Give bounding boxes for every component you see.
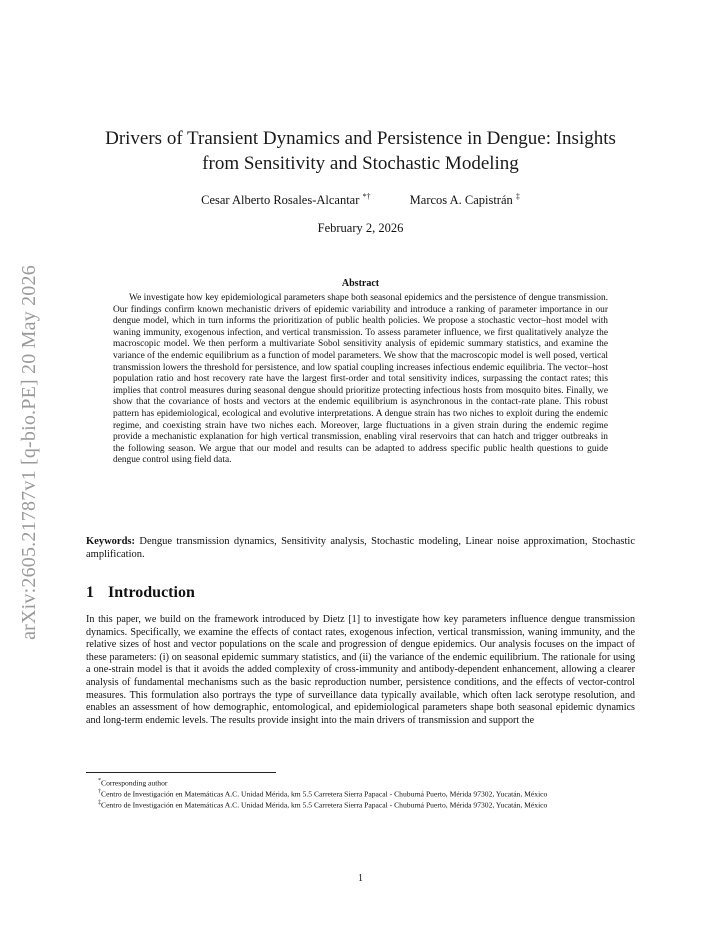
author-footnote-marks: *† (362, 192, 371, 201)
author-list (86, 192, 635, 208)
footnotes (86, 777, 635, 810)
footnote-text: Centro de Investigación en Matemáticas A.C. Unidad Mérida, km 5.5 Carretera Sierra Papacal - Chuburná Puerto, Mérida 97302, Yucatán, México (101, 789, 548, 799)
keywords-label: Keywords: (86, 536, 135, 547)
footnote-divider (86, 772, 276, 773)
keywords-text: Dengue transmission dynamics, Sensitivity analysis, Stochastic modeling, Linear noise approximation, Stochastic amplification. (86, 536, 636, 560)
author-footnote-marks: ‡ (515, 192, 520, 201)
abstract-text: We investigate how key epidemiological parameters shape both seasonal epidemics and the persistence of dengue transmission. Our findings confirm known mechanistic drivers of epidemic variability and introduce a ranking of parameter importance in our dengue model, which in turn informs the prioritization of public health policies. We propose a stochastic vector–host model with waning immunity, exogenous infection, and vertical transmission. To assess parameter influence, we first qualitatively analyze the macroscopic model. We then perform a multivariate Sobol sensitivity analysis of epidemic summary statistics, and examine the variance of the endemic equilibrium as a function of model parameters. We show that the macroscopic model is well posed, vertical transmission lowers the threshold for persistence, and low spatial coupling increases infectious endemic equilibria. The vector–host population ratio and host recovery rate have the largest first-order and total sensitivity indices, surpassing the contact rates; this implies that control measures during seasonal dengue should prioritize protecting infectious hosts from mosquito bites. Finally, we show that the covariance of hosts and vectors at the endemic equilibrium is asynchronous in the contact-rate plane. This robust pattern has epidemiological, ecological and evolutive interpretations. A dengue strain has two niches to exploit during the endemic regime, and coexisting strain have two niches each. Moreover, large fluctuations in a given strain during the endemic regime provide a mechanistic explanation for high vertical transmission, enabling viral reservoirs that can hatch and trigger outbreaks in the following season. We argue that our model and results can be adapted to address specific public health questions to guide dengue control using field data. (113, 293, 608, 466)
author-name: Cesar Alberto Rosales-Alcantar (201, 193, 360, 208)
page-number: 1 (358, 873, 363, 884)
section-title: Introduction (108, 584, 195, 601)
arxiv-identifier-stamp (12, 242, 46, 662)
section-number: 1 (86, 584, 94, 601)
section-heading-introduction (86, 584, 195, 602)
keywords (86, 535, 635, 561)
author-1 (201, 192, 370, 208)
footnote-3 (86, 799, 635, 810)
footnote-mark: * (98, 778, 101, 784)
introduction-text: In this paper, we build on the framework introduced by Dietz [1] to investigate how key parameters influence dengue transmission dynamics. Specifically, we examine the effects of contact rates, exogenous infection, vertical transmission, waning immunity, and the relative sizes of host and vector populations on the scale and progression of dengue epidemics. Our analysis focuses on the impact of these parameters: (i) on seasonal epidemic summary statistics, and (ii) the variance of the endemic equilibrium. The rationale for using a one-strain model is that it avoids the added complexity of cross-immunity and antibody-dependent enhancement, allowing a clearer analysis of fundamental mechanisms such as the basic reproduction number, persistence conditions, and the effects of vector-control measures. This formulation also portrays the type of surveillance data typically available, which often lack serotype resolution, and enables an assessment of how demographic, entomological, and epidemiological parameters shape both seasonal epidemic dynamics and long-term endemic levels. The results provide insight into the main drivers of transmission and support the (86, 614, 635, 726)
footnote-2 (86, 788, 635, 799)
footnote-mark: ‡ (98, 800, 101, 807)
footnote-1 (86, 777, 635, 788)
abstract-heading: Abstract (341, 278, 380, 289)
author-name: Marcos A. Capistrán (409, 193, 513, 208)
footnote-mark: † (98, 789, 101, 796)
arxiv-identifier-text: arXiv:2605.21787v1 [q-bio.PE] 20 May 2026 (17, 264, 40, 640)
footnote-text: Corresponding author (101, 778, 168, 788)
paper-title: Drivers of Transient Dynamics and Persistence in Dengue: Insights from Sensitivity and Stochastic Modeling (105, 128, 616, 174)
footnote-text: Centro de Investigación en Matemáticas A.C. Unidad Mérida, km 5.5 Carretera Sierra Papacal - Chuburná Puerto, Mérida 97302, Yucatán, México (101, 800, 548, 810)
author-2 (410, 192, 520, 208)
paper-date: February 2, 2026 (317, 221, 404, 235)
